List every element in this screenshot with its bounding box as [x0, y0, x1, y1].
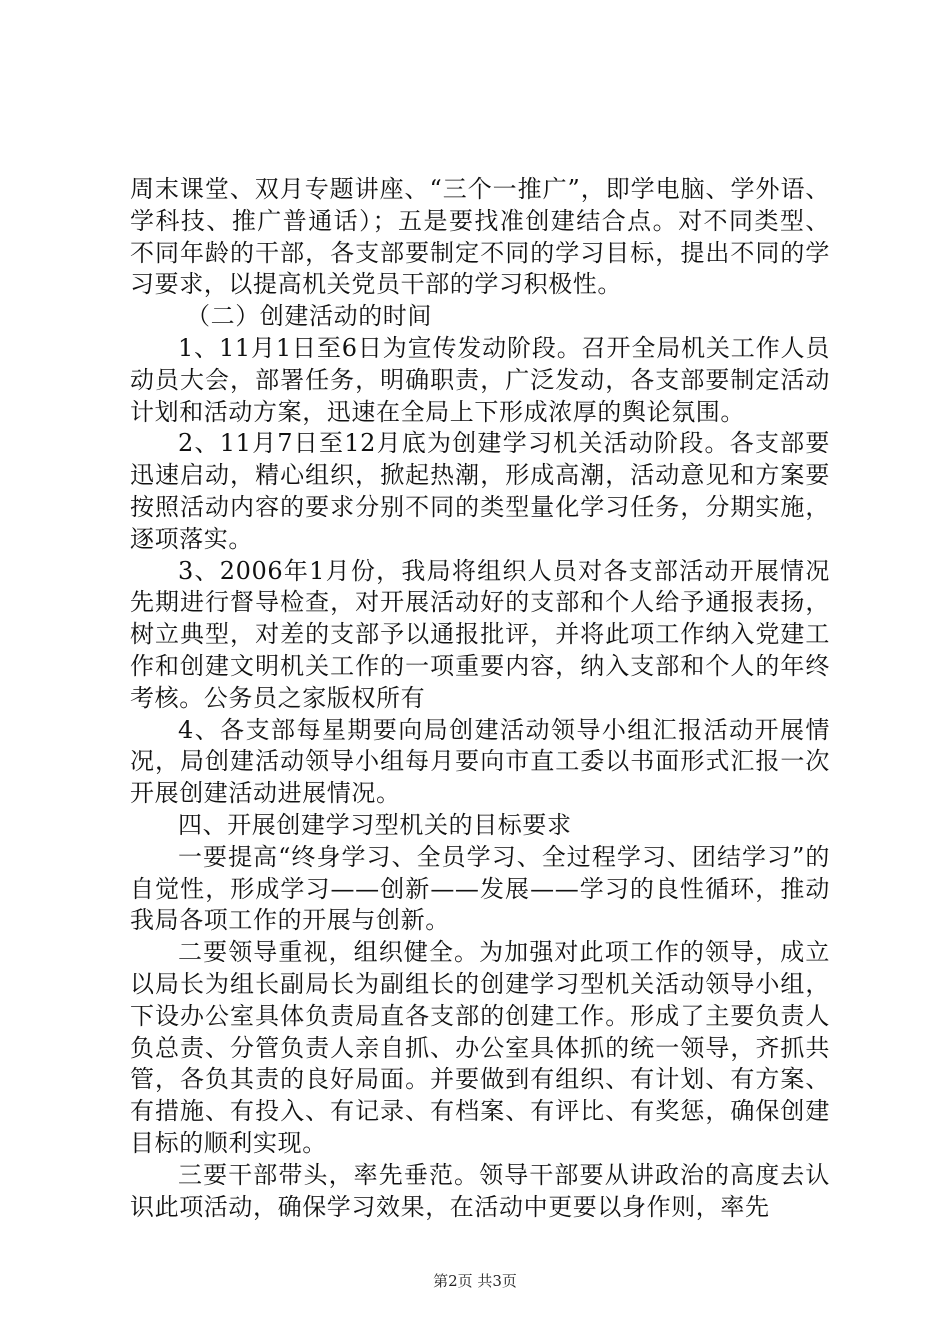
- paragraph-section-heading-time: （二）创建活动的时间: [186, 302, 432, 331]
- paragraph-item-4: 4、各支部每星期要向局创建活动领导小组汇报活动开展情况，局创建活动领导小组每月要向市直工委以书面形式汇报一次开展创建活动进展情况。: [130, 715, 830, 808]
- paragraph-continuation: 周末课堂、双月专题讲座、“三个一推广”，即学电脑、学外语、学科技、推广普通话）；五是要找准创建结合点。对不同类型、不同年龄的干部，各支部要制定不同的学习目标，提出不同的学习要求，以提高机关党员干部的学习积极性。: [130, 175, 830, 299]
- page-footer: [0, 1270, 950, 1291]
- paragraph-item-2: 2、11月7日至12月底为创建学习机关活动阶段。各支部要迅速启动，精心组织，掀起热潮，形成高潮，活动意见和方案要按照活动内容的要求分别不同的类型量化学习任务，分期实施，逐项落实。: [130, 429, 830, 553]
- paragraph-goal-3: 三要干部带头，率先垂范。领导干部要从讲政治的高度去认识此项活动，确保学习效果，在活动中更要以身作则，率先: [130, 1160, 830, 1221]
- document-body: [130, 174, 830, 1223]
- paragraph-section-heading-goals: 四、开展创建学习型机关的目标要求: [178, 810, 572, 839]
- paragraph-item-3: 3、2006年1月份，我局将组织人员对各支部活动开展情况先期进行督导检查，对开展活动好的支部和个人给予通报表扬，树立典型，对差的支部予以通报批评，并将此项工作纳入党建工作和创建文明机关工作的一项重要内容，纳入支部和个人的年终考核。公务员之家版权所有: [130, 556, 830, 712]
- paragraph-item-1: 1、11月1日至6日为宣传发动阶段。召开全局机关工作人员动员大会，部署任务，明确职责，广泛发动，各支部要制定活动计划和活动方案，迅速在全局上下形成浓厚的舆论氛围。: [130, 333, 830, 426]
- page-number-label: 第2页 共3页: [433, 1272, 517, 1290]
- paragraph-goal-1: 一要提高“终身学习、全员学习、全过程学习、团结学习”的自觉性，形成学习——创新——发展——学习的良性循环，推动我局各项工作的开展与创新。: [130, 842, 830, 935]
- paragraph-goal-2: 二要领导重视，组织健全。为加强对此项工作的领导，成立以局长为组长副局长为副组长的创建学习型机关活动领导小组，下设办公室具体负责局直各支部的创建工作。形成了主要负责人负总责、分管负责人亲自抓、办公室具体抓的统一领导，齐抓共管，各负其责的良好局面。并要做到有组织、有计划、有方案、有措施、有投入、有记录、有档案、有评比、有奖惩，确保创建目标的顺利实现。: [130, 938, 830, 1157]
